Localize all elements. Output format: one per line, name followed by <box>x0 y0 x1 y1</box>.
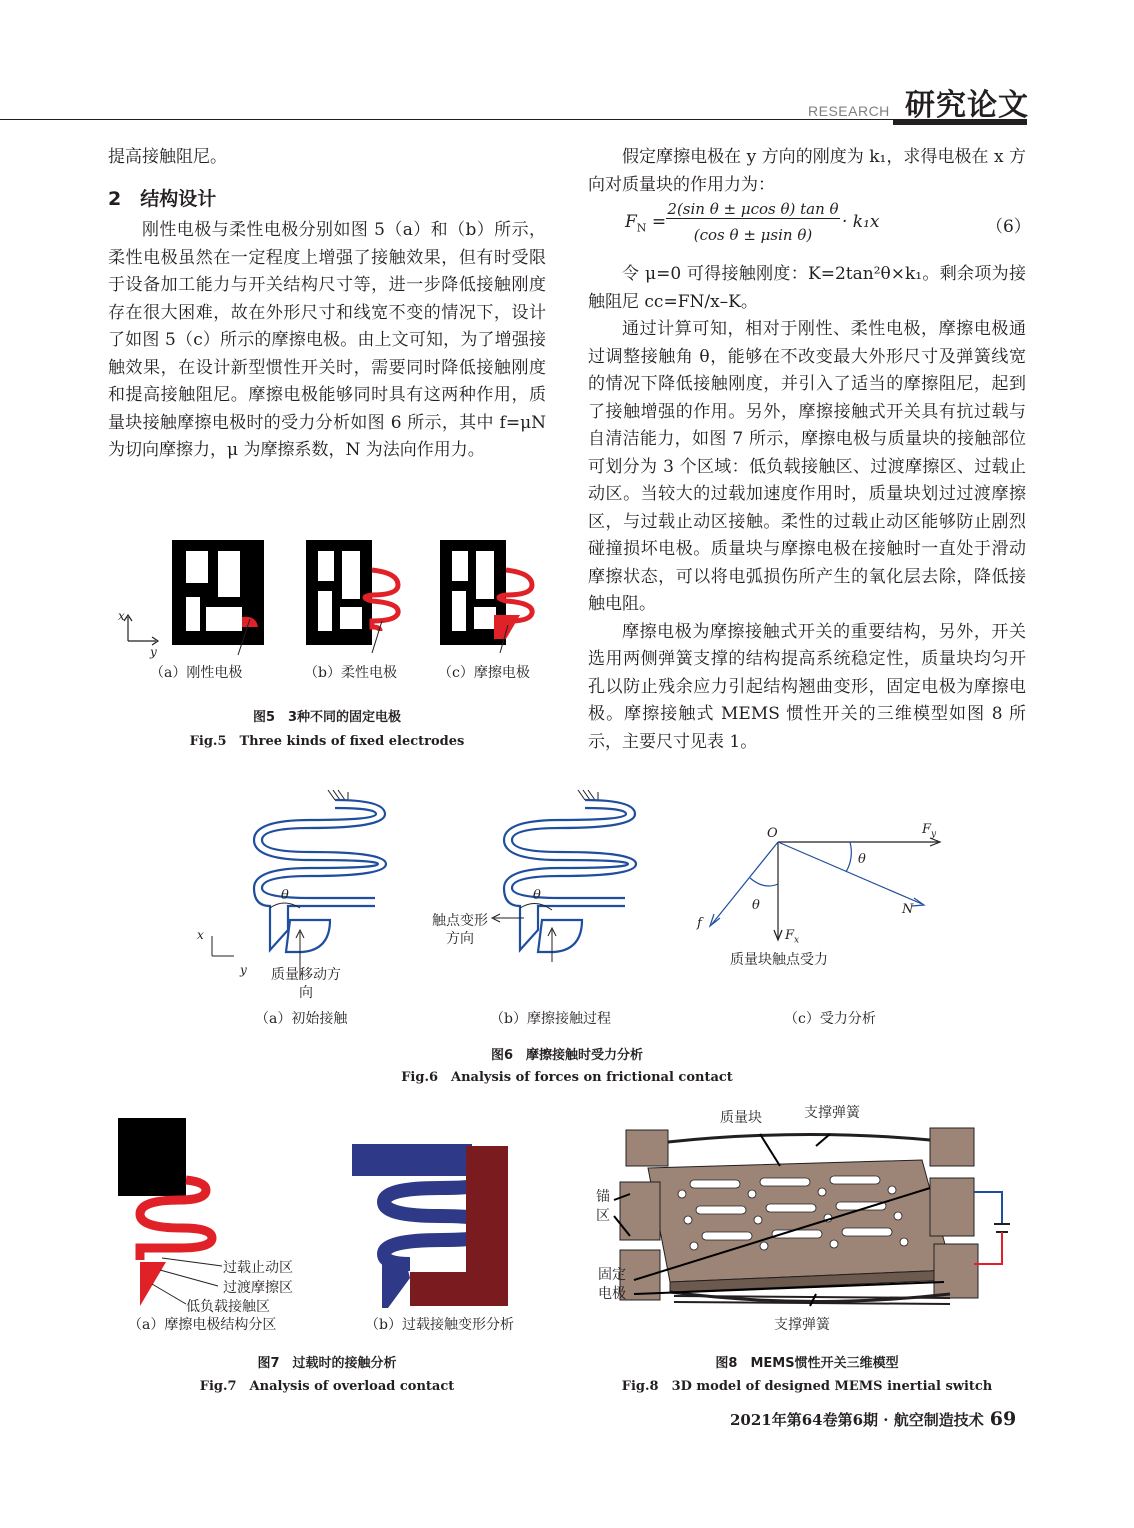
fig7-sub-a: （a）摩擦电极结构分区 <box>128 1317 277 1333</box>
fig5b-flexible-electrode <box>306 540 398 645</box>
fig6-sub-a: （a）初始接触 <box>255 1011 348 1027</box>
section-heading: 2 结构设计 <box>108 187 217 210</box>
paragraph: 摩擦电极为摩擦接触式开关的重要结构，另外，开关选用两侧弹簧支撑的结构提高系统稳定性，质量块均匀开孔以防止残余应力引起结构翘曲变形，固定电极为摩擦电极。摩擦接触式 MEMS 惯性开关的三维模型如图 8 所示，主要尺寸见表 1。 <box>588 621 1026 752</box>
fig6c-theta-1: θ <box>858 852 866 867</box>
fig8-caption-en: Fig.8 3D model of designed MEMS inertial switch <box>621 1379 993 1394</box>
fig5-axis-y: y <box>150 645 157 659</box>
fig7a-electrode-zones <box>118 1118 212 1306</box>
header-section-cn: 研究论文 <box>905 88 1029 123</box>
left-column <box>108 144 546 465</box>
fig6-sub-b: （b）摩擦接触过程 <box>490 1011 611 1027</box>
fig5-sub-b: （b）柔性电极 <box>304 665 397 681</box>
fig7-caption-cn: 图7 过载时的接触分析 <box>257 1356 397 1371</box>
fig5-caption-cn: 图5 3种不同的固定电极 <box>252 710 402 725</box>
equation-lhs: $F_N$ = <box>625 212 667 235</box>
fig6-axis-x: x <box>197 928 204 942</box>
fig8-circuit <box>974 1192 1010 1264</box>
fig6a-initial-contact <box>254 790 386 952</box>
paragraph: 令 μ=0 可得接触刚度：K=2tan²θ×k₁。剩余项为接触阻尼 cc=FN/x–K。 <box>588 264 1026 312</box>
fig6c-label: 质量块触点受力 <box>730 952 828 968</box>
equation-number: （6） <box>986 217 1031 237</box>
fig6c-Fy: $F_y$ <box>922 822 937 840</box>
header-rule <box>0 119 895 120</box>
fig6c-Fx: $F_x$ <box>785 928 800 946</box>
fig6c-N: N <box>902 902 914 917</box>
fig6c-force-diagram <box>710 838 940 940</box>
fig6-caption-cn: 图6 摩擦接触时受力分析 <box>490 1048 644 1063</box>
fig7a-zone-transition: 过渡摩擦区 <box>223 1280 293 1296</box>
fig8-label-spring-bottom: 支撑弹簧 <box>774 1317 830 1333</box>
paragraph: 刚性电极与柔性电极分别如图 5（a）和（b）所示，柔性电极虽然在一定程度上增强了接触效果，但有时受限于设备加工能力与开关结构尺寸等，进一步降低接触刚度存在很大困难，故在外形尺寸和线宽不变的情况下，设计了如图 5（c）所示的摩擦电极。由上文可知，为了增强接触效果，在设计新型惯性开关时，需要同时降低接触刚度和提高接触阻尼。摩擦电极能够同时具有这两种作用，质量块接触摩擦电极时的受力分析如图 6 所示，其中 f=μN 为切向摩擦力，μ 为摩擦系数，N 为法向作用力。 <box>108 220 546 460</box>
paragraph: 假定摩擦电极在 y 方向的刚度为 k₁，求得电极在 x 方向对质量块的作用力为： <box>588 147 1026 195</box>
footer-journal: 2021年第64卷第6期 · 航空制造技术 <box>730 1411 984 1429</box>
fig6c-f: f <box>697 916 702 931</box>
fig7-overload-contact <box>110 1112 540 1312</box>
fig6c-theta-2: θ <box>752 898 760 913</box>
fig5-sub-a: （a）刚性电极 <box>150 665 243 681</box>
fig5-axis-x: x <box>118 609 125 623</box>
fig8-switch-body <box>620 1128 978 1304</box>
fig8-label-mass: 质量块 <box>720 1110 762 1126</box>
fig6b-friction-process <box>504 790 636 952</box>
fig6-caption-en: Fig.6 Analysis of forces on frictional contact <box>401 1070 733 1085</box>
equation-denominator: (cos θ ± μsin θ) <box>693 226 813 244</box>
fig8-caption-cn: 图8 MEMS惯性开关三维模型 <box>715 1356 899 1371</box>
paragraph: 通过计算可知，相对于刚性、柔性电极，摩擦电极通过调整接触角 θ，能够在不改变最大外形尺寸及弹簧线宽的情况下降低接触刚度，并引入了适当的摩擦阻尼，起到了接触增强的作用。另外，摩擦接触式开关具有抗过载与自清洁能力，如图 7 所示，摩擦电极与质量块的接触部位可划分为 3 个区域：低负载接触区、过渡摩擦区、过载止动区。当较大的过载加速度作用时，质量块划过过渡摩擦区，与过载止动区接触。柔性的过载止动区能够防止剧烈碰撞损坏电极。质量块与摩擦电极在接触时一直处于滑动摩擦状态，可以将电弧损伤所产生的氧化层去除，降低接触电阻。 <box>588 319 1026 614</box>
equation-rhs: · k₁x <box>842 212 880 232</box>
fig5-axes <box>124 615 158 645</box>
fig6b-theta: θ <box>533 888 541 903</box>
fig7a-zone-lowload: 低负载接触区 <box>186 1299 270 1315</box>
fig6a-mass-direction: 质量移动方向 <box>271 967 341 1001</box>
fig8-label-anchor: 锚区 <box>596 1189 610 1224</box>
fig5-caption-en: Fig.5 Three kinds of fixed electrodes <box>189 734 465 749</box>
fig5a-rigid-electrode <box>172 540 264 645</box>
fig7b-deformation <box>352 1144 508 1308</box>
fig7-sub-b: （b）过载接触变形分析 <box>365 1317 514 1333</box>
fig6b-deform-direction: 触点变形方向 <box>432 913 488 947</box>
fig7-caption-en: Fig.7 Analysis of overload contact <box>199 1379 455 1394</box>
fig6b-annotations <box>492 903 556 962</box>
intro-text: 提高接触阻尼。 <box>108 147 227 167</box>
fig7a-zone-overload: 过载止动区 <box>223 1260 293 1276</box>
page-number: 69 <box>989 1408 1017 1430</box>
fig6a-theta: θ <box>281 888 289 903</box>
fig8-label-fixed-electrode: 固定电极 <box>598 1267 626 1302</box>
fig5c-friction-electrode <box>440 540 532 645</box>
fig5-electrodes <box>110 535 550 675</box>
fig6-sub-c: （c）受力分析 <box>784 1011 876 1027</box>
fig5-sub-c: （c）摩擦电极 <box>438 665 530 681</box>
fig6-axis-y: y <box>240 963 247 977</box>
fig8-3d-model <box>590 1120 1030 1310</box>
equation-numerator: 2(sin θ ± μcos θ) tan θ <box>667 200 839 218</box>
page-footer <box>730 1408 1016 1430</box>
fig8-label-spring-top: 支撑弹簧 <box>804 1105 860 1121</box>
header-section-en: RESEARCH <box>808 103 890 119</box>
fig6c-origin: O <box>767 826 778 841</box>
